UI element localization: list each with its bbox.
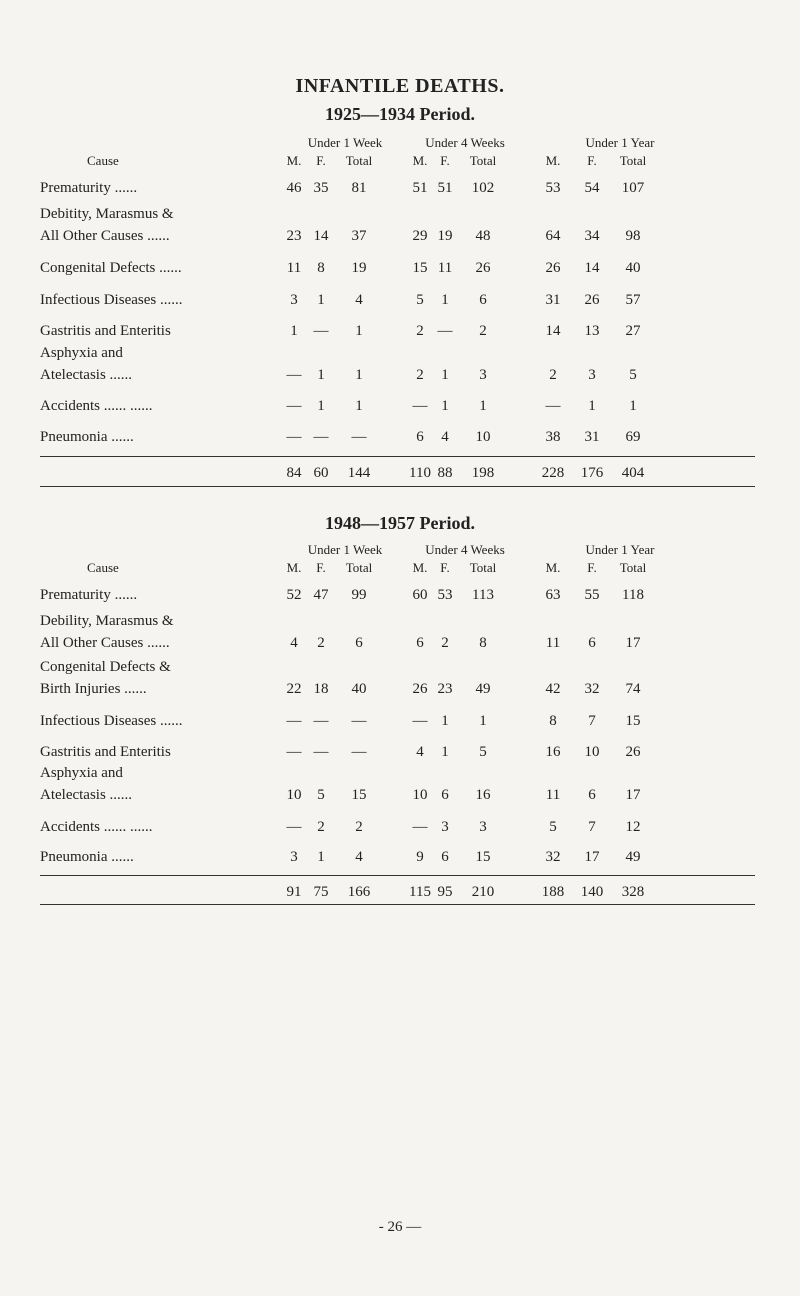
value-cell: 60: [412, 587, 428, 603]
value-cell: 31: [584, 429, 600, 445]
value-cell: 6: [441, 849, 449, 865]
value-cell: 53: [545, 180, 561, 196]
value-cell: 98: [625, 228, 641, 244]
value-cell: 69: [625, 429, 641, 445]
total-cell: 84: [286, 465, 302, 481]
value-cell: 5: [416, 292, 424, 308]
value-cell: 48: [475, 228, 491, 244]
total-cell: 166: [347, 884, 371, 900]
value-cell: 19: [351, 260, 367, 276]
value-cell: —: [313, 713, 329, 729]
value-cell: 26: [412, 681, 428, 697]
value-cell: 6: [588, 635, 596, 651]
value-cell: 2: [479, 323, 487, 339]
value-cell: —: [286, 713, 302, 729]
value-cell: 15: [351, 787, 367, 803]
cause-label: Gastritis and Enteritis: [40, 744, 171, 760]
group-header: Under 1 Year: [585, 542, 655, 557]
cause-label: Debility, Marasmus &: [40, 613, 174, 629]
value-cell: 17: [625, 635, 641, 651]
value-cell: 1: [441, 367, 449, 383]
value-cell: 6: [441, 787, 449, 803]
total-cell: 140: [580, 884, 604, 900]
value-cell: 7: [588, 819, 596, 835]
value-cell: 11: [437, 260, 453, 276]
value-cell: 2: [355, 819, 363, 835]
cause-label: All Other Causes ......: [40, 635, 170, 651]
sub-header: M.: [286, 560, 302, 575]
value-cell: 1: [441, 292, 449, 308]
value-cell: 1: [355, 398, 363, 414]
value-cell: 102: [471, 180, 495, 196]
sub-header: F.: [316, 153, 326, 168]
value-cell: 8: [549, 713, 557, 729]
value-cell: —: [286, 429, 302, 445]
rule-line: [40, 486, 755, 487]
cause-label: Debitity, Marasmus &: [40, 206, 174, 222]
cause-label: Congenital Defects &: [40, 659, 171, 675]
value-cell: 107: [621, 180, 645, 196]
value-cell: 4: [441, 429, 449, 445]
value-cell: 113: [472, 587, 494, 603]
sub-header: F.: [587, 560, 597, 575]
value-cell: —: [412, 713, 428, 729]
value-cell: 8: [479, 635, 487, 651]
value-cell: 9: [416, 849, 424, 865]
value-cell: 2: [416, 323, 424, 339]
cause-label: Congenital Defects ......: [40, 260, 182, 276]
value-cell: 2: [441, 635, 449, 651]
cause-label: Atelectasis ......: [40, 367, 133, 383]
value-cell: 35: [313, 180, 329, 196]
value-cell: 6: [479, 292, 487, 308]
group-header: Under 4 Weeks: [425, 542, 505, 557]
value-cell: 3: [479, 819, 487, 835]
value-cell: 1: [441, 744, 449, 760]
value-cell: 1: [479, 398, 487, 414]
sub-header: Total: [619, 153, 647, 168]
value-cell: 3: [588, 367, 596, 383]
value-cell: 34: [584, 228, 600, 244]
value-cell: 27: [625, 323, 641, 339]
sub-header: Total: [345, 153, 373, 168]
value-cell: 10: [412, 787, 428, 803]
value-cell: 1: [355, 367, 363, 383]
value-cell: 55: [584, 587, 600, 603]
value-cell: 19: [437, 228, 453, 244]
page-title: INFANTILE DEATHS.: [295, 75, 505, 97]
sub-header: F.: [587, 153, 597, 168]
group-header: Under 4 Weeks: [425, 135, 505, 150]
value-cell: 47: [313, 587, 329, 603]
total-cell: 95: [437, 884, 453, 900]
period-title: 1948—1957 Period.: [325, 513, 475, 533]
cause-label: Accidents ...... ......: [40, 819, 153, 835]
sub-header: M.: [545, 560, 561, 575]
value-cell: 99: [351, 587, 367, 603]
total-cell: 228: [541, 465, 565, 481]
cause-label: Asphyxia and: [40, 765, 123, 781]
value-cell: 40: [625, 260, 641, 276]
sub-header: M.: [545, 153, 561, 168]
total-cell: 210: [471, 884, 495, 900]
value-cell: 40: [351, 681, 367, 697]
total-cell: 328: [621, 884, 645, 900]
sub-header: M.: [412, 560, 428, 575]
rule-line: [40, 875, 755, 876]
value-cell: 26: [475, 260, 491, 276]
value-cell: 32: [545, 849, 561, 865]
cause-label: All Other Causes ......: [40, 228, 170, 244]
value-cell: 1: [355, 323, 363, 339]
value-cell: 4: [416, 744, 424, 760]
group-header: Under 1 Week: [307, 135, 383, 150]
value-cell: 74: [625, 681, 641, 697]
value-cell: 3: [290, 849, 298, 865]
value-cell: 57: [625, 292, 641, 308]
cause-label: Infectious Diseases ......: [40, 292, 183, 308]
value-cell: 46: [286, 180, 302, 196]
value-cell: 29: [412, 228, 428, 244]
value-cell: 3: [479, 367, 487, 383]
value-cell: 6: [355, 635, 363, 651]
group-header: Under 1 Year: [585, 135, 655, 150]
value-cell: 8: [317, 260, 325, 276]
cause-label: Pneumonia ......: [40, 429, 134, 445]
value-cell: 15: [412, 260, 428, 276]
value-cell: —: [313, 744, 329, 760]
sub-header: F.: [440, 560, 450, 575]
cause-label: Birth Injuries ......: [40, 681, 147, 697]
value-cell: 6: [416, 635, 424, 651]
value-cell: 37: [351, 228, 367, 244]
value-cell: —: [351, 429, 367, 445]
value-cell: 2: [549, 367, 557, 383]
total-cell: 115: [409, 884, 431, 900]
value-cell: 3: [441, 819, 449, 835]
value-cell: —: [286, 744, 302, 760]
cause-label: Pneumonia ......: [40, 849, 134, 865]
total-cell: 176: [580, 465, 604, 481]
value-cell: 49: [475, 681, 491, 697]
sub-header: F.: [316, 560, 326, 575]
cause-label: Accidents ...... ......: [40, 398, 153, 414]
value-cell: 17: [625, 787, 641, 803]
value-cell: 38: [545, 429, 561, 445]
value-cell: 32: [584, 681, 600, 697]
value-cell: 54: [584, 180, 600, 196]
value-cell: 7: [588, 713, 596, 729]
rule-line: [40, 456, 755, 457]
sub-header: Total: [469, 153, 497, 168]
sub-header: M.: [286, 153, 302, 168]
value-cell: 53: [437, 587, 453, 603]
value-cell: —: [412, 819, 428, 835]
value-cell: 16: [545, 744, 561, 760]
sub-header: Total: [345, 560, 373, 575]
period-title: 1925—1934 Period.: [325, 104, 475, 124]
value-cell: 10: [286, 787, 302, 803]
value-cell: 1: [441, 398, 449, 414]
value-cell: 51: [412, 180, 428, 196]
value-cell: 52: [286, 587, 302, 603]
value-cell: 11: [545, 787, 561, 803]
rule-line: [40, 904, 755, 905]
sub-header: Total: [619, 560, 647, 575]
cause-label: Atelectasis ......: [40, 787, 133, 803]
value-cell: 42: [545, 681, 561, 697]
value-cell: 6: [588, 787, 596, 803]
value-cell: 6: [416, 429, 424, 445]
value-cell: —: [437, 323, 453, 339]
cause-label: Prematurity ......: [40, 587, 138, 603]
total-cell: 404: [621, 465, 645, 481]
value-cell: 1: [317, 398, 325, 414]
cause-label: Asphyxia and: [40, 345, 123, 361]
total-cell: 198: [471, 465, 495, 481]
cause-header: Cause: [87, 153, 119, 168]
cause-label: Gastritis and Enteritis: [40, 323, 171, 339]
page-number: - 26 —: [378, 1219, 422, 1235]
total-cell: 91: [286, 884, 302, 900]
value-cell: 1: [317, 292, 325, 308]
value-cell: 63: [545, 587, 561, 603]
total-cell: 110: [409, 465, 431, 481]
cause-header: Cause: [87, 560, 119, 575]
total-cell: 144: [347, 465, 371, 481]
total-cell: 60: [313, 465, 329, 481]
value-cell: 31: [545, 292, 561, 308]
value-cell: 1: [479, 713, 487, 729]
sub-header: M.: [412, 153, 428, 168]
value-cell: —: [286, 819, 302, 835]
value-cell: 11: [545, 635, 561, 651]
value-cell: 13: [584, 323, 600, 339]
value-cell: 16: [475, 787, 491, 803]
value-cell: 1: [290, 323, 298, 339]
value-cell: 15: [475, 849, 491, 865]
sub-header: Total: [469, 560, 497, 575]
group-header: Under 1 Week: [307, 542, 383, 557]
value-cell: 1: [588, 398, 596, 414]
value-cell: —: [545, 398, 561, 414]
value-cell: 11: [286, 260, 302, 276]
value-cell: —: [313, 429, 329, 445]
value-cell: 17: [584, 849, 600, 865]
value-cell: 1: [317, 367, 325, 383]
value-cell: 4: [355, 849, 363, 865]
value-cell: 10: [584, 744, 600, 760]
value-cell: 1: [317, 849, 325, 865]
value-cell: 1: [441, 713, 449, 729]
value-cell: 22: [286, 681, 302, 697]
value-cell: —: [351, 744, 367, 760]
value-cell: 1: [629, 398, 637, 414]
value-cell: 26: [625, 744, 641, 760]
value-cell: 4: [355, 292, 363, 308]
value-cell: 5: [629, 367, 637, 383]
total-cell: 188: [541, 884, 565, 900]
value-cell: 49: [625, 849, 641, 865]
value-cell: 5: [549, 819, 557, 835]
value-cell: —: [412, 398, 428, 414]
value-cell: 2: [416, 367, 424, 383]
cause-label: Infectious Diseases ......: [40, 713, 183, 729]
value-cell: 18: [313, 681, 329, 697]
value-cell: 51: [437, 180, 453, 196]
value-cell: 23: [437, 681, 453, 697]
value-cell: 3: [290, 292, 298, 308]
value-cell: 26: [584, 292, 600, 308]
value-cell: 14: [545, 323, 561, 339]
value-cell: 23: [286, 228, 302, 244]
value-cell: 15: [625, 713, 641, 729]
value-cell: 81: [351, 180, 367, 196]
value-cell: 64: [545, 228, 561, 244]
sub-header: F.: [440, 153, 450, 168]
value-cell: 5: [317, 787, 325, 803]
total-cell: 75: [313, 884, 329, 900]
value-cell: —: [313, 323, 329, 339]
value-cell: 14: [313, 228, 329, 244]
cause-label: Prematurity ......: [40, 180, 138, 196]
value-cell: —: [286, 398, 302, 414]
value-cell: 14: [584, 260, 600, 276]
value-cell: 12: [625, 819, 641, 835]
total-cell: 88: [437, 465, 453, 481]
value-cell: —: [351, 713, 367, 729]
value-cell: 4: [290, 635, 298, 651]
value-cell: 10: [475, 429, 491, 445]
value-cell: 2: [317, 819, 325, 835]
value-cell: 5: [479, 744, 487, 760]
value-cell: 26: [545, 260, 561, 276]
value-cell: 2: [317, 635, 325, 651]
value-cell: —: [286, 367, 302, 383]
value-cell: 118: [622, 587, 644, 603]
